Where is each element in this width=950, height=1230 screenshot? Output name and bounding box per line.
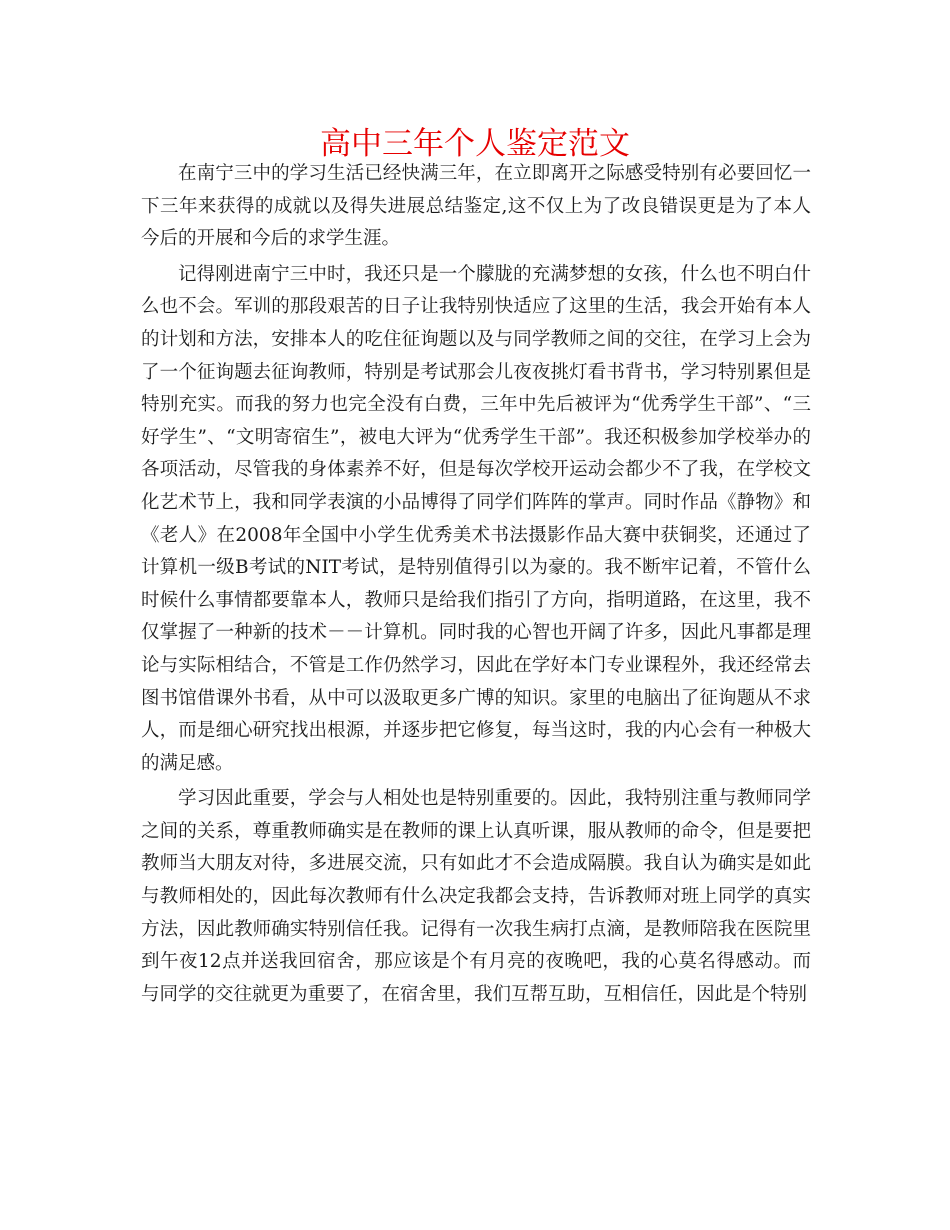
document-body [141,158,811,1011]
paragraph-1: 在南宁三中的学习生活已经快满三年，在立即离开之际感受特别有必要回忆一下三年来获得的成就以及得失进展总结鉴定,这不仅上为了改良错误更是为了本人今后的开展和今后的求学生涯。 [141,163,811,250]
document-title: 高中三年个人鉴定范文 [320,126,630,162]
paragraph-2: 记得刚进南宁三中时，我还只是一个朦胧的充满梦想的女孩，什么也不明白什么也不会。军训的那段艰苦的日子让我特别快适应了这里的生活，我会开始有本人的计划和方法，安排本人的吃住征询题以及与同学教师之间的交往，在学习上会为了一个征询题去征询教师，特别是考试那会儿夜夜挑灯看书背书，学习特别累但是特别充实。而我的努力也完全没有白费，三年中先后被评为“优秀学生干部”、“三好学生”、“文明寄宿生”，被电大评为“优秀学生干部”。我还积极参加学校举办的各项活动，尽管我的身体素养不好，但是每次学校开运动会都少不了我，在学校文化艺术节上，我和同学表演的小品博得了同学们阵阵的掌声。同时作品《静物》和《老人》在2008年全国中小学生优秀美术书法摄影作品大赛中获铜奖，还通过了计算机一级B考试的NIT考试，是特别值得引以为豪的。我不断牢记着，不管什么时候什么事情都要靠本人，教师只是给我们指引了方向，指明道路，在这里，我不仅掌握了一种新的技术－－计算机。同时我的心智也开阔了许多，因此凡事都是理论与实际相结合，不管是工作仍然学习，因此在学好本门专业课程外，我还经常去图书馆借课外书看，从中可以汲取更多广博的知识。家里的电脑出了征询题从不求人，而是细心研究找出根源，并逐步把它修复，每当这时，我的内心会有一种极大的满足感。 [141,263,811,774]
paragraph-3: 学习因此重要，学会与人相处也是特别重要的。因此，我特别注重与教师同学之间的关系，尊重教师确实是在教师的课上认真听课，服从教师的命令，但是要把教师当大朋友对待，多进展交流，只有如此才不会造成隔膜。我自认为确实是如此与教师相处的，因此每次教师有什么决定我都会支持，告诉教师对班上同学的真实方法，因此教师确实特别信任我。记得有一次我生病打点滴，是教师陪我在医院里到午夜12点并送我回宿舍，那应该是个有月亮的夜晚吧，我的心莫名得感动。而与同学的交往就更为重要了，在宿舍里，我们互帮互助，互相信任，因此是个特别 [141,788,811,1005]
